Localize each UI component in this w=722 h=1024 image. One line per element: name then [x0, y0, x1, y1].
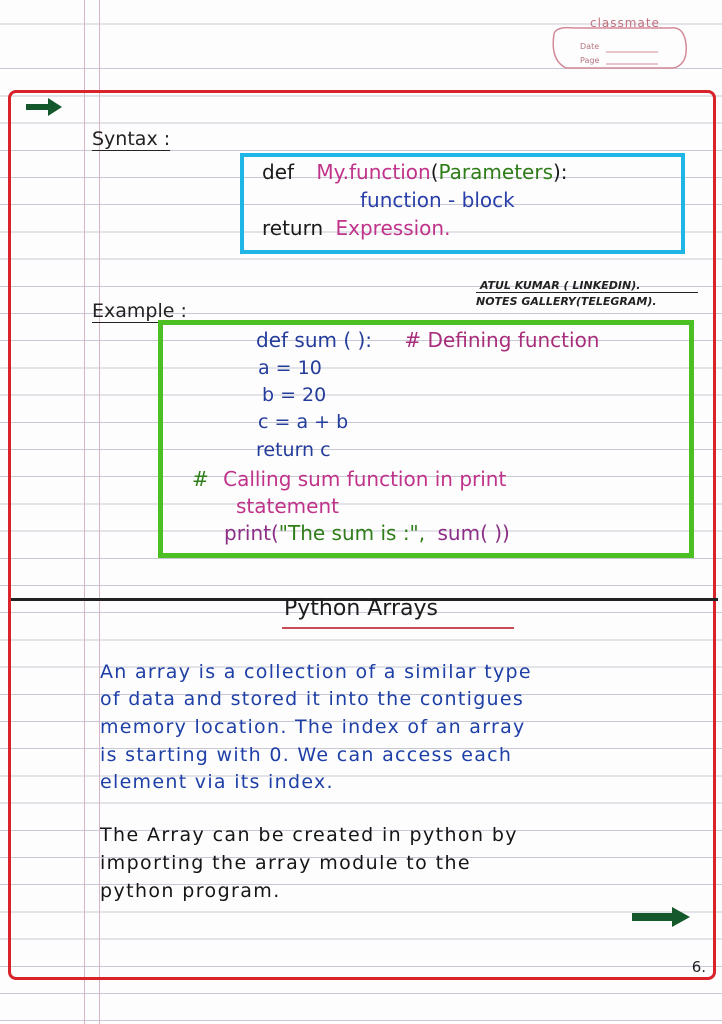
comment-calling-text: Calling sum function in print — [223, 467, 507, 491]
syntax-return-line — [262, 216, 450, 240]
close-paren: ): — [553, 160, 568, 184]
syntax-heading: Syntax : — [92, 128, 171, 150]
arrow-right-icon — [24, 96, 64, 118]
function-block: function - block — [360, 188, 515, 212]
paragraph-2-line-3: python program. — [100, 880, 281, 902]
paragraph-2-line-1: The Array can be created in python by — [100, 824, 518, 846]
comment-calling-line — [192, 467, 506, 491]
assign-a: a = 10 — [258, 357, 322, 379]
logo-brand: classmate — [590, 16, 660, 30]
credit-telegram: NOTES GALLERY(TELEGRAM). — [476, 295, 657, 308]
paragraph-1-line-3: memory location. The index of an array — [100, 716, 526, 738]
paragraph-1-line-2: of data and stored it into the contigues — [100, 688, 525, 710]
paragraph-1-line-1: An array is a collection of a similar type — [100, 661, 532, 683]
assign-b: b = 20 — [262, 384, 327, 406]
example-def-line — [256, 328, 599, 352]
paragraph-1-line-5: element via its index. — [100, 771, 334, 793]
example-heading: Example : — [92, 300, 187, 322]
print-call: sum( ) — [437, 521, 503, 545]
print-string: "The sum is :", — [278, 521, 426, 545]
return-expression: Expression. — [335, 216, 451, 240]
page-number: 6. — [691, 958, 706, 976]
open-paren: ( — [430, 160, 439, 184]
print-close: ) — [502, 521, 510, 545]
section-title-underline — [282, 627, 514, 629]
parameters: Parameters — [438, 160, 553, 184]
credit-underline — [476, 292, 698, 293]
paragraph-1-line-4: is starting with 0. We can access each — [100, 744, 513, 766]
return-c: return c — [256, 439, 331, 461]
comment-defining-function: # Defining function — [404, 328, 600, 352]
print-open: print( — [224, 521, 279, 545]
arrow-right-icon — [630, 905, 692, 929]
return-keyword: return — [262, 216, 324, 240]
paragraph-2-line-2: importing the array module to the — [100, 852, 471, 874]
classmate-logo — [546, 14, 692, 76]
assign-c: c = a + b — [258, 411, 349, 433]
syntax-def-line — [262, 160, 568, 184]
comment-statement: statement — [236, 494, 339, 518]
print-line — [224, 521, 510, 545]
def-sum: def sum ( ): — [256, 328, 373, 352]
comment-hash: # — [192, 467, 209, 491]
logo-date-label: Date — [580, 42, 600, 51]
credit-linkedin: ATUL KUMAR ( LINKEDIN). — [480, 279, 641, 292]
logo-page-label: Page — [580, 56, 600, 65]
section-title: Python Arrays — [284, 596, 438, 621]
function-name: My.function — [316, 160, 431, 184]
def-keyword: def — [262, 160, 295, 184]
